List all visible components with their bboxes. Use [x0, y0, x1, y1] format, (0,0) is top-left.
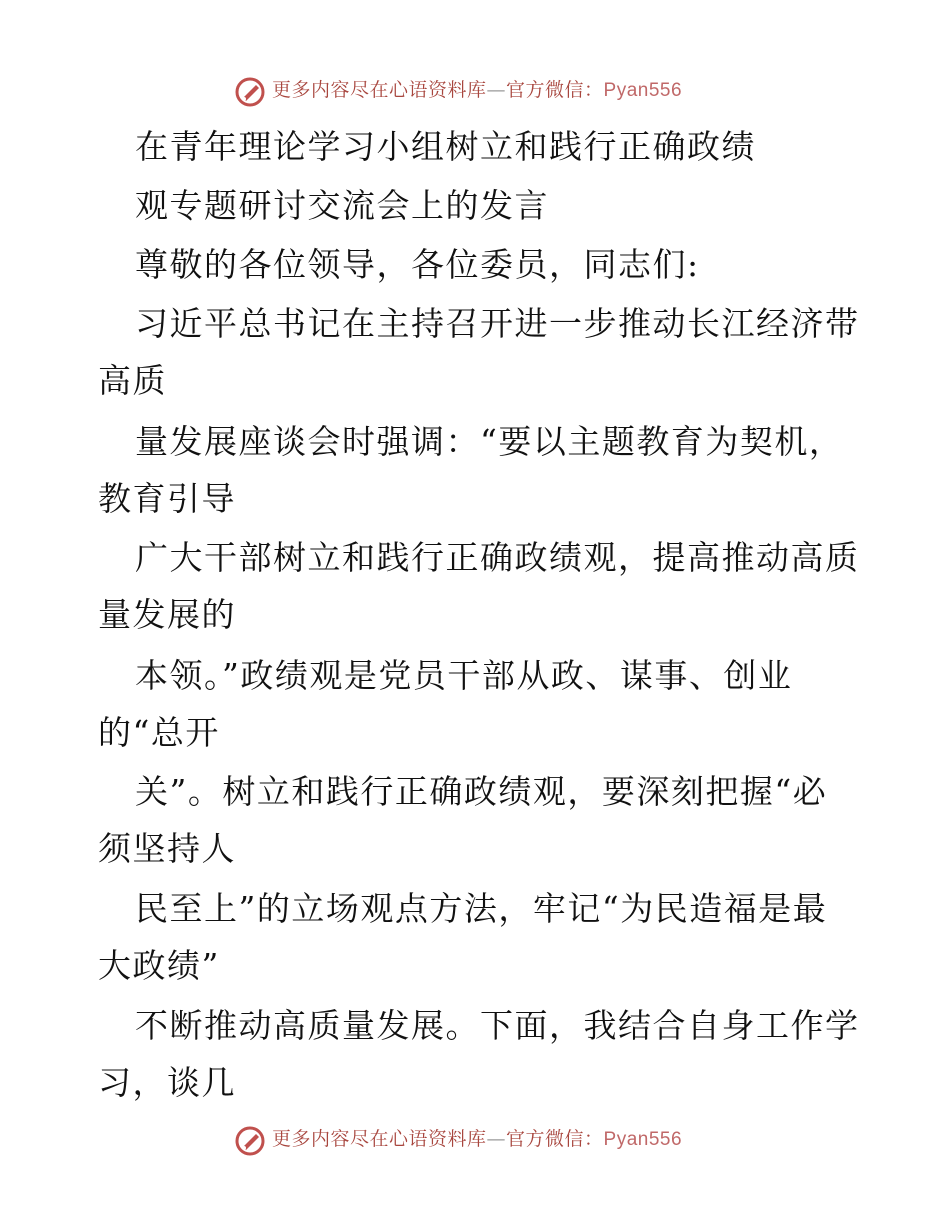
- paragraph-line: 教育引导: [98, 479, 236, 518]
- paragraph-line: 量发展的: [98, 595, 236, 634]
- paragraph-line: 高质: [98, 361, 167, 400]
- paragraph-line: 习，谈几: [98, 1063, 236, 1102]
- promo-text: [272, 1127, 682, 1152]
- paragraph-line: 关”。树立和践行正确政绩观，要深刻把握“必: [135, 772, 828, 811]
- pen-logo-icon: [234, 1125, 266, 1157]
- footer-banner: [0, 1121, 950, 1161]
- header-banner: [0, 72, 950, 112]
- promo-label: 更多内容尽在心语资料库: [272, 1128, 487, 1150]
- title-line-1: 在青年理论学习小组树立和践行正确政绩: [135, 127, 756, 166]
- title-line-2: 观专题研讨交流会上的发言: [135, 186, 549, 225]
- wechat-label: 官方微信：: [506, 1128, 604, 1150]
- wechat-id: Pyan556: [603, 1129, 683, 1150]
- wechat-label: 官方微信：: [506, 79, 604, 101]
- promo-text: [272, 78, 682, 103]
- paragraph-line: 的“总开: [98, 713, 220, 752]
- paragraph-line: 大政绩”: [98, 946, 220, 985]
- paragraph-line: 民至上”的立场观点方法，牢记“为民造福是最: [135, 889, 828, 928]
- wechat-id: Pyan556: [603, 80, 683, 101]
- paragraph-line: 广大干部树立和践行正确政绩观，提高推动高质: [135, 538, 860, 577]
- paragraph-line: 习近平总书记在主持召开进一步推动长江经济带: [135, 304, 860, 343]
- separator: —: [486, 79, 507, 101]
- pen-logo-icon: [234, 76, 266, 108]
- paragraph-line: 本领。”政绩观是党员干部从政、谋事、创业: [135, 656, 793, 695]
- promo-label: 更多内容尽在心语资料库: [272, 79, 487, 101]
- paragraph-line: 不断推动高质量发展。下面，我结合自身工作学: [135, 1006, 860, 1045]
- paragraph-line: 量发展座谈会时强调：“要以主题教育为契机，: [135, 422, 844, 461]
- salutation: 尊敬的各位领导，各位委员，同志们:: [135, 245, 700, 284]
- paragraph-line: 须坚持人: [98, 829, 236, 868]
- separator: —: [486, 1128, 507, 1150]
